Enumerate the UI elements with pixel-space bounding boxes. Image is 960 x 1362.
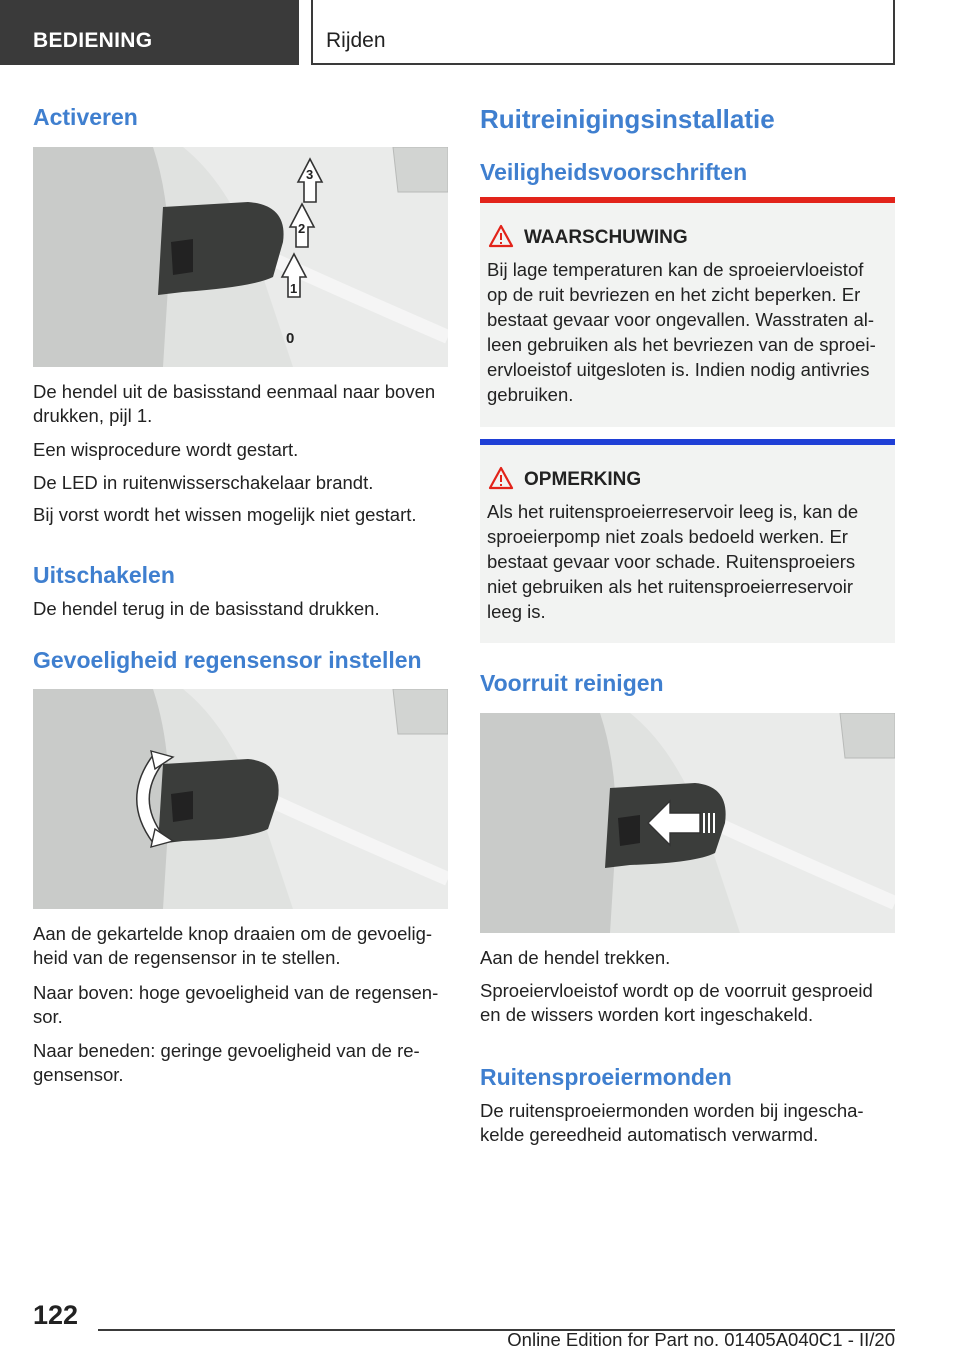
notice-bar: [480, 439, 895, 445]
notice-box: [480, 439, 895, 643]
page-number: 122: [33, 1300, 79, 1330]
warning-bar: [480, 197, 895, 203]
arrow-label-2: 2: [298, 221, 306, 236]
heading-ruitreinigingsinstallatie: Ruitreinigingsinstallatie: [480, 104, 775, 134]
notice-triangle-icon: [488, 466, 514, 490]
figure-voorruit: [480, 713, 895, 933]
header-section-tab: [0, 0, 299, 65]
activeren-text-4: Bij vorst wordt het wissen mogelijk niet gestart.: [33, 504, 417, 525]
voorruit-text-1: Aan de hendel trekken.: [480, 947, 671, 968]
notice-text: Als het ruitensproeierreservoir leeg is, kan de sproeierpomp niet zoals bedoeld werken. Er bestaat gevaar voor schade. Ruitensproeiers niet gebruiken als het ruitensproeierreservoir leeg is.: [487, 501, 859, 622]
figure-activeren: [33, 147, 448, 367]
gevoeligheid-text-2: Naar boven: hoge gevoeligheid van de regensen-sor.: [33, 982, 439, 1027]
header-section-label: BEDIENING: [33, 29, 153, 52]
gevoeligheid-text-3: Naar beneden: geringe gevoeligheid van de re-gensensor.: [33, 1040, 420, 1085]
activeren-text-2: Een wisprocedure wordt gestart.: [33, 439, 299, 460]
figure-gevoeligheid: [33, 689, 448, 909]
wiper-knob-figure: [33, 689, 448, 909]
warning-box: [480, 197, 895, 427]
footer-edition: Online Edition for Part no. 01405A040C1 - II/20: [507, 1329, 895, 1350]
header-chapter-label: Rijden: [326, 29, 386, 52]
warning-text: Bij lage temperaturen kan de sproeiervloeistof op de ruit bevriezen en het zicht beperken. Er bestaat gevaar voor ongevallen. Wasstraten al-leen gebruiken als het bevriezen van de sproei-ervloeistof uitgesloten is. Indien nodig antivries gebruiken.: [487, 259, 876, 405]
gevoeligheid-text-1: Aan de gekartelde knop draaien om de gevoelig-heid van de regensensor in te stellen.: [33, 923, 433, 968]
header-chapter-box: [311, 0, 895, 65]
uitschakelen-text: De hendel terug in de basisstand drukken.: [33, 598, 380, 619]
heading-voorruit-reinigen: Voorruit reinigen: [480, 670, 664, 696]
monden-text: De ruitensproeiermonden worden bij ingescha-kelde gereedheid automatisch verwarmd.: [480, 1100, 864, 1145]
notice-title: OPMERKING: [524, 469, 642, 490]
heading-veiligheidsvoorschriften: Veiligheidsvoorschriften: [480, 159, 748, 185]
arrow-label-3: 3: [306, 167, 314, 182]
activeren-text-3: De LED in ruitenwisserschakelaar brandt.: [33, 472, 374, 493]
heading-uitschakelen: Uitschakelen: [33, 562, 175, 588]
warning-triangle-icon: [488, 224, 514, 248]
voorruit-text-2: Sproeiervloeistof wordt op de voorruit gesproeid en de wissers worden kort ingeschakeld.: [480, 980, 873, 1025]
warning-title: WAARSCHUWING: [524, 227, 688, 248]
arrow-label-0: 0: [286, 330, 295, 347]
heading-gevoeligheid: Gevoeligheid regensensor instellen: [33, 647, 422, 673]
heading-ruitensproeiermonden: Ruitensproeiermonden: [480, 1064, 732, 1090]
heading-activeren: Activeren: [33, 104, 138, 130]
wiper-lever-figure-1: [33, 147, 448, 367]
wiper-pull-figure: [480, 713, 895, 933]
arrow-label-1: 1: [290, 281, 298, 296]
activeren-text-1: De hendel uit de basisstand eenmaal naar boven drukken, pijl 1.: [33, 381, 436, 426]
